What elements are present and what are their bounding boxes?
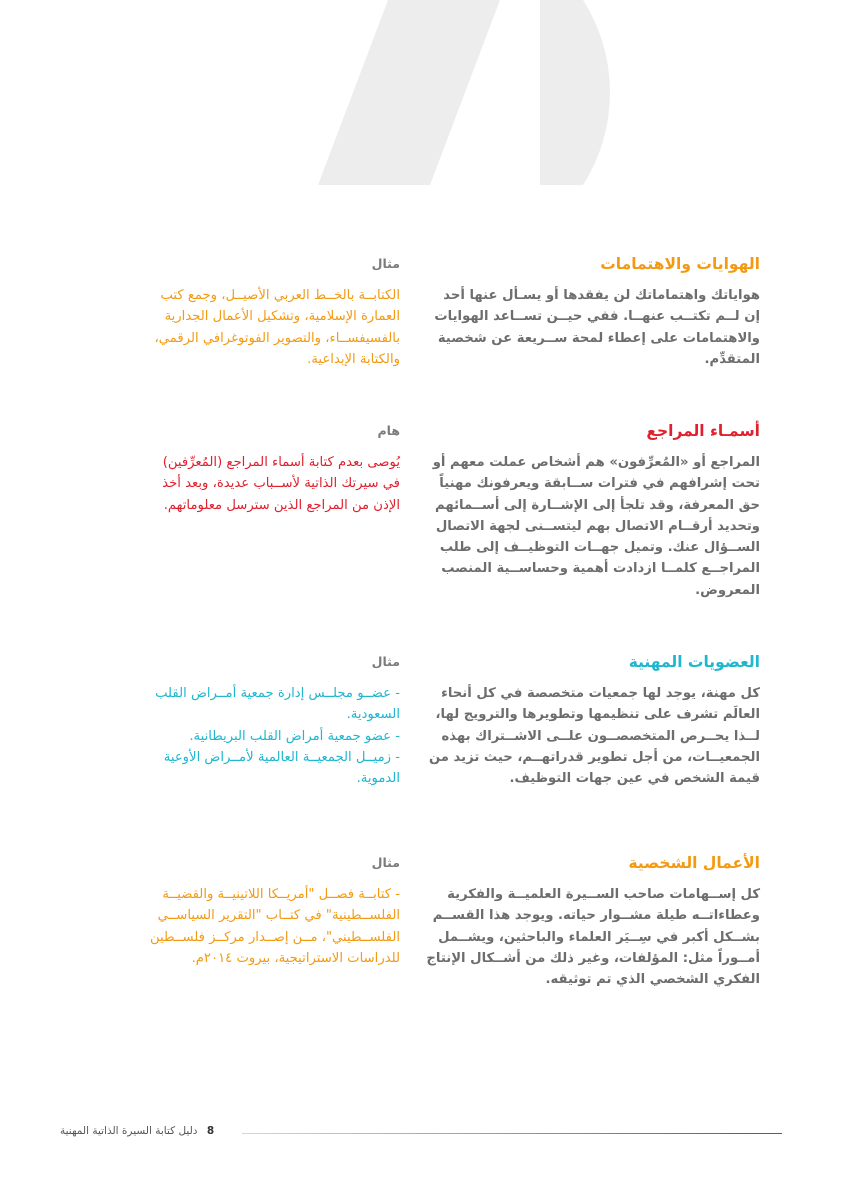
section-side-column [90, 853, 400, 969]
side-label: هام [377, 423, 400, 438]
section-side-column [90, 652, 400, 789]
side-text: - كتابــة فصــل "أمريــكا اللاتينيــة والقضيــة الفلســطينية" في كتــاب "التقرير السياســي الفلســطيني"، مــن إصــدار مركــز فلســطين للدراسات الاستراتيجية، بيروت ٢٠١٤م. [149, 887, 400, 966]
section-title: العضويات المهنية [628, 653, 760, 671]
section-main-column [423, 254, 760, 370]
section-body: كل إســهامات صاحب الســيرة العلميــة والفكرية وعطاءاتــه طيلة مشــوار حياته. ويوجد هذا القســم بشــكل أكبر في سِــيَر العلماء والباحثين، ويشــمل أمــوراً مثل: المؤلفات، وغير ذلك من أشــكال الإنتاج الفكري الشخصي الذي تم توثيقه. [426, 887, 760, 988]
section-main-column [423, 652, 760, 789]
section-body: كل مهنة، يوجد لها جمعيات متخصصة في كل أنحاء العالَم تشرف على تنظيمها وتطويرها والترويج لها، لــذا يحــرص المتخصصــون علــى الاشــتراك بهذه الجمعيــات، من أجل تطوير قدراتهــم، حيث تزيد من قيمة الشخص في عين جهات التوظيف. [428, 686, 760, 787]
side-label: مثال [371, 256, 400, 271]
page-footer [60, 1122, 782, 1144]
footer-title: دليل كتابة السيرة الذاتية المهنية [60, 1125, 198, 1137]
decorative-slash-shape [318, 0, 500, 185]
footer-text [60, 1125, 214, 1137]
side-label: مثال [371, 654, 400, 669]
decorative-bar-shape [540, 0, 583, 185]
side-label: مثال [371, 855, 400, 870]
page-number: 8 [206, 1125, 215, 1137]
section-side-column [90, 421, 400, 516]
side-text: الكتابــة بالخــط العربي الأصيــل، وجمع كتب العمارة الإسلامية، وتشكيل الأعمال الجدارية بالفسيفســاء، والتصوير الفوتوغرافي الرقمي، والكتابة الإبداعية. [154, 288, 400, 367]
side-text: - عضــو مجلــس إدارة جمعية أمــراض القلب السعودية. - عضو جمعية أمراض القلب البريطانية. - زميــل الجمعيــة العالمية لأمــراض الأوعية الدموية. [155, 686, 400, 787]
section-body: هواياتك واهتماماتك لن يفقدها أو يسـأل عنها أحد إن لــم تكتــب عنهــا. ففي حيــن تســاعد الهوايات والاهتمامات على إعطاء لمحة ســريعة عن شخصية المتقدِّم. [434, 288, 760, 367]
section-body: المراجع أو «المُعرِّفون» هم أشخاص عملت معهم أو تحت إشرافهم في فترات ســابقة ويعرفونك مهنياً حق المعرفة، وقد تلجأ إلى الإشــارة إلى أســمائهم وتحديد أرقــام الاتصال بهم ليتســنى لجهة الاتصال الســؤال عنك. وتميل جهــات التوظيــف إلى طلب المراجــع كلمــا ازدادت أهمية وحساســية المنصب المعروض. [432, 455, 760, 598]
section-main-column [423, 421, 760, 601]
section-main-column [423, 853, 760, 990]
decorative-half-circle-shape [583, 0, 610, 185]
section-title: الأعمال الشخصية [628, 854, 760, 872]
side-text: يُوصى بعدم كتابة أسماء المراجع (المُعرِّفين) في سيرتك الذاتية لأســباب عديدة، وبعد أخذ الإذن من المراجع الذين سترسل معلوماتهم. [162, 455, 400, 513]
footer-divider [242, 1133, 782, 1134]
section-title: أسمـاء المراجع [646, 422, 760, 440]
decorative-header-shapes [0, 0, 850, 190]
section-title: الهوايات والاهتمامات [600, 255, 760, 273]
section-side-column [90, 254, 400, 370]
